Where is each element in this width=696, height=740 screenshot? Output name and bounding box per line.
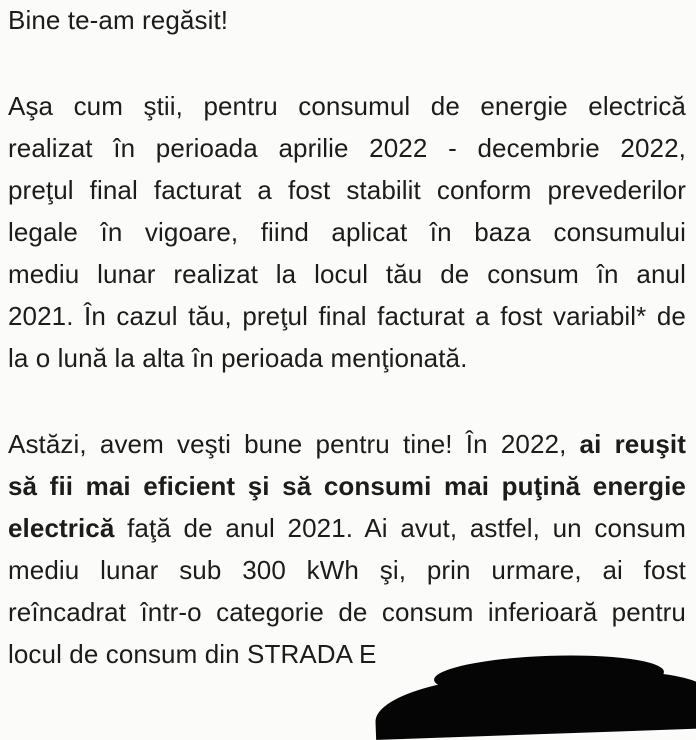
greeting-line: Bine te-am regăsit! [8,5,229,35]
paragraph2-line3-bold: electrică [8,513,115,543]
redaction-mark [374,668,696,740]
paragraph2-line3 [8,513,686,543]
paragraph2-line4: mediu lunar sub 300 kWh şi, prin urmare, ai fost [8,555,686,585]
paragraph2-line2 [8,471,686,501]
paragraph1-line4: legale în vigoare, fiind aplicat în baza consumului [8,217,686,247]
paragraph1-line3: preţul final facturat a fost stabilit conform prevederilor [8,175,686,205]
paragraph2-line1 [8,429,686,459]
paragraph2-line3-plain: faţă de anul 2021. Ai avut, astfel, un consum [127,513,687,543]
paragraph1-line7: la o lună la alta în perioada menţionată. [8,343,468,373]
paragraph2-line2-bold: să fii mai eficient şi să consumi mai puţină energie [8,471,686,501]
paragraph2-line1-plain: Astăzi, avem veşti bune pentru tine! În 2022, [8,429,567,459]
paragraph2-line6: locul de consum din STRADA E [8,639,377,669]
paragraph1-line5: mediu lunar realizat la locul tău de consum în anul [8,259,686,289]
paragraph2-line1-bold: ai reuşit [579,429,686,459]
paragraph1-line2: realizat în perioada aprilie 2022 - decembrie 2022, [8,133,686,163]
paragraph1-line1: Aşa cum ştii, pentru consumul de energie electrică [8,91,686,121]
paragraph2-line5: reîncadrat într-o categorie de consum inferioară pentru [8,597,686,627]
paragraph1-line6: 2021. În cazul tău, preţul final facturat a fost variabil* de [8,301,686,331]
